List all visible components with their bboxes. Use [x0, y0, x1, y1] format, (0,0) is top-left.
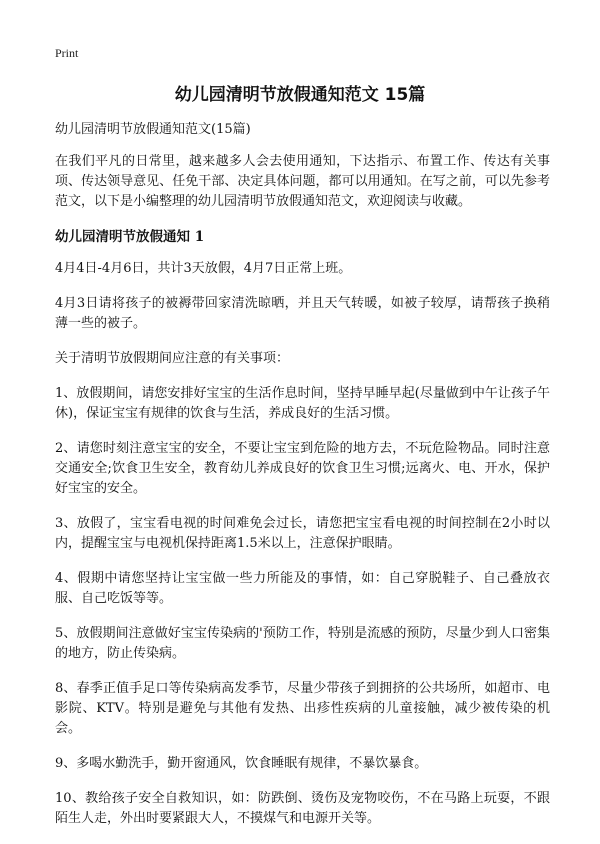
paragraph-item-1: 1、放假期间，请您安排好宝宝的生活作息时间，坚持早睡早起(尽量做到中午让孩子午休)，保证宝宝有规律的饮食与生活，养成良好的生活习惯。 [55, 386, 550, 421]
paragraph-item-4: 4、假期中请您坚持让宝宝做一些力所能及的事情，如：自己穿脱鞋子、自己叠放衣服、自己吃饭等等。 [55, 571, 550, 606]
document-subtitle: 幼儿园清明节放假通知范文(15篇) [55, 122, 251, 137]
intro-paragraph: 在我们平凡的日常里，越来越多人会去使用通知，下达指示、布置工作、传达有关事项、传达领导意见、任免干部、决定具体问题，都可以用通知。在写之前，可以先参考范文，以下是小编整理的幼儿园清明节放假通知范文，欢迎阅读与收藏。 [55, 154, 550, 209]
paragraph-item-8: 8、春季正值手足口等传染病高发季节，尽量少带孩子到拥挤的公共场所，如超市、电影院、KTV。特别是避免与其他有发热、出疹性疾病的儿童接触，减少被传染的机会。 [55, 681, 550, 736]
paragraph-item-10: 10、教给孩子安全自救知识，如：防跌倒、烫伤及宠物咬伤，不在马路上玩耍，不跟陌生人走，外出时要紧跟大人，不摸煤气和电源开关等。 [55, 791, 550, 826]
paragraph-item-3: 3、放假了，宝宝看电视的时间难免会过长，请您把宝宝看电视的时间控制在2小时以内，提醒宝宝与电视机保持距离1.5米以上，注意保护眼睛。 [55, 516, 550, 551]
page-title: 幼儿园清明节放假通知范文 15篇 [174, 85, 426, 105]
paragraph-notice-intro: 关于清明节放假期间应注意的有关事项： [55, 351, 290, 366]
paragraph-item-2: 2、请您时刻注意宝宝的安全，不要让宝宝到危险的地方去，不玩危险物品。同时注意交通安全;饮食卫生安全，教育幼儿养成良好的饮食卫生习惯;远离火、电、开水，保护好宝宝的安全。 [55, 441, 550, 496]
print-link[interactable]: Print [55, 46, 79, 60]
section-heading: 幼儿园清明节放假通知 1 [55, 229, 205, 245]
paragraph-item-9: 9、多喝水勤洗手，勤开窗通风，饮食睡眠有规律，不暴饮暴食。 [55, 756, 428, 771]
paragraph-item-5: 5、放假期间注意做好宝宝传染病的'预防工作，特别是流感的预防，尽量少到人口密集的地方，防止传染病。 [55, 626, 550, 661]
document-body [55, 120, 550, 844]
paragraph-dates: 4月4日-4月6日，共计3天放假，4月7日正常上班。 [55, 261, 352, 276]
paragraph-bedding: 4月3日请将孩子的被褥带回家清洗晾晒，并且天气转暖，如被子较厚，请帮孩子换稍薄一些的被子。 [55, 296, 550, 331]
